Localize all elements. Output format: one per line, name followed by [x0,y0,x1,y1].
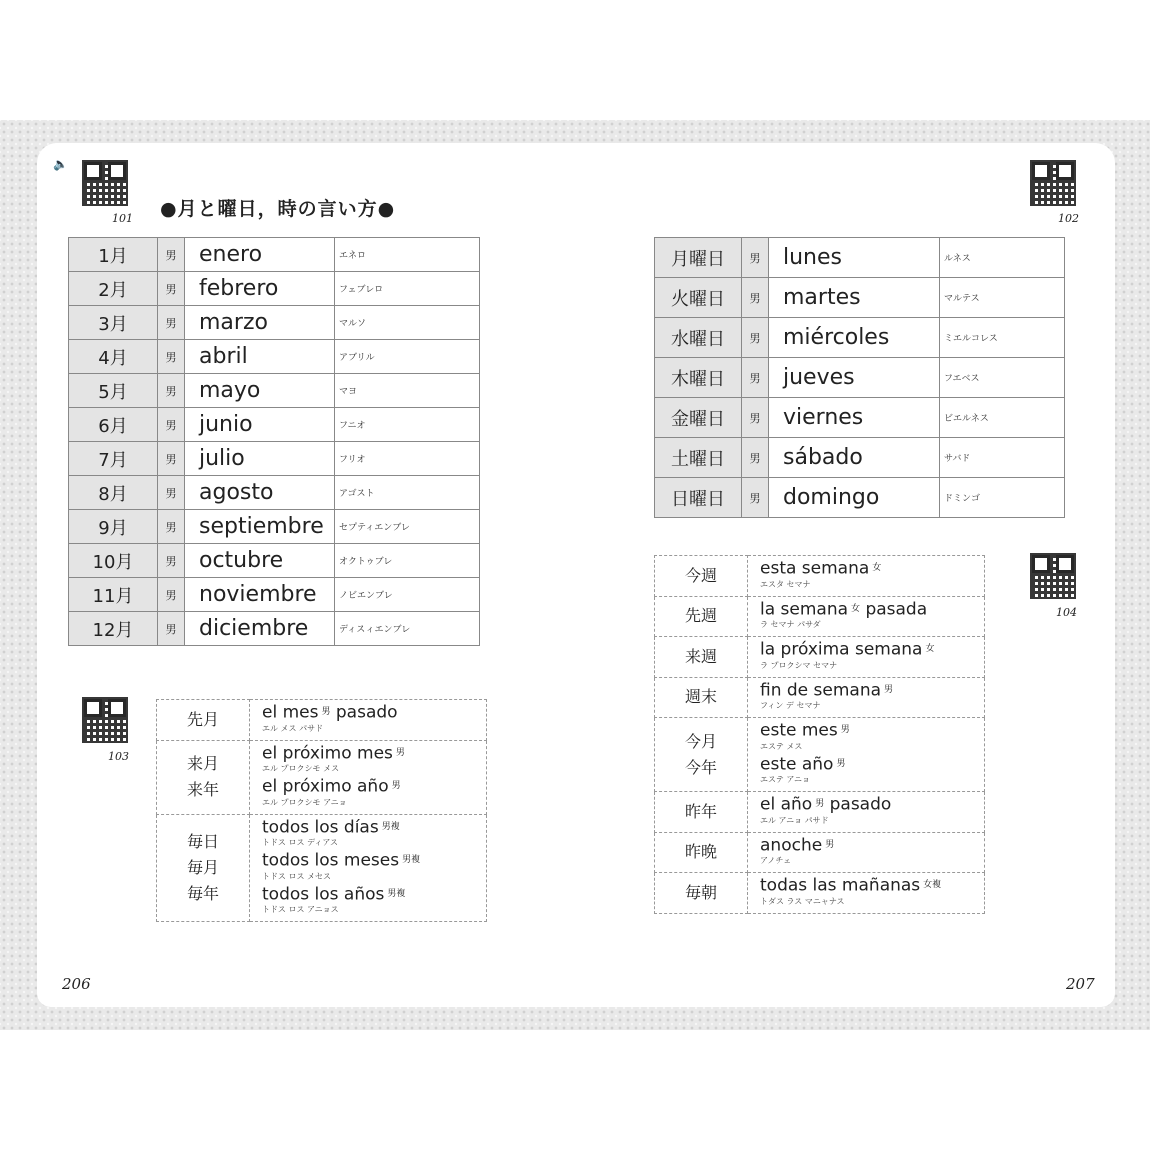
spanish-phrase [262,703,486,723]
gender-mark-icon: 男 [158,476,185,510]
table-row [69,510,480,544]
japanese-label [655,832,748,873]
katakana-reading: エネロ [335,238,480,272]
table-row [655,832,985,873]
spanish-phrases [250,740,487,814]
qr-code-icon[interactable] [82,160,128,206]
spanish-phrase [262,851,486,871]
gender-mark-icon: 女 [872,563,882,573]
katakana-reading: エステ メス [760,741,803,751]
katakana-reading: エル アニョ パサド [760,815,829,825]
gender-mark-icon: 男 [840,725,850,735]
months-table [68,237,480,646]
table-row [655,238,1065,278]
japanese-label: 金曜日 [655,398,742,438]
phrase-text: anoche [760,835,823,855]
spanish-word: octubre [185,544,335,578]
katakana-reading: ディスィエンブレ [335,612,480,646]
japanese-word: 今月 [684,731,717,751]
katakana-reading: サバド [940,438,1065,478]
spanish-word: jueves [769,358,940,398]
phrase-text: el año [760,794,813,815]
phrase-text: todas las mañanas [760,875,921,896]
table-row [655,278,1065,318]
spanish-word: sábado [769,438,940,478]
japanese-label [157,814,250,922]
phrase-text: el próximo mes [262,743,393,763]
katakana-reading: マルソ [335,306,480,340]
phrase-text: este año [760,754,834,774]
gender-mark-icon: 女複 [923,880,942,890]
qr-code-icon[interactable] [1030,160,1076,206]
spanish-phrases [250,814,487,922]
gender-mark-icon: 男 [742,238,769,278]
japanese-label: 1月 [69,238,158,272]
table-row [69,578,480,612]
japanese-word: 今年 [684,757,717,777]
japanese-label: 11月 [69,578,158,612]
table-row [157,740,487,814]
spanish-phrase [760,559,984,579]
spanish-word: lunes [769,238,940,278]
katakana-reading: フィン デ セマナ [760,701,821,710]
japanese-word: 先週 [684,606,717,626]
japanese-word: 昨晩 [684,842,717,862]
table-row [69,272,480,306]
spanish-word: junio [185,408,335,442]
spanish-phrase [760,600,984,620]
phrase-tail: pasada [865,599,928,619]
japanese-label [655,792,748,833]
table-row [655,718,985,792]
phrase-text: fin de semana [760,680,882,700]
spanish-phrase [760,755,984,775]
spanish-phrases [748,792,985,833]
phrase-text: la próxima semana [760,639,923,660]
katakana-reading: セプティエンブレ [335,510,480,544]
katakana-reading: エステ アニョ [760,775,810,784]
gender-mark-icon: 男 [158,510,185,544]
japanese-label [655,556,748,597]
japanese-label: 8月 [69,476,158,510]
japanese-label: 2月 [69,272,158,306]
spanish-phrase [760,640,984,660]
japanese-word: 昨年 [684,801,717,821]
spanish-word: julio [185,442,335,476]
katakana-reading: ドミンゴ [940,478,1065,518]
right-phrase-table [654,555,985,914]
gender-mark-icon: 男 [742,318,769,358]
gender-mark-icon: 男複 [381,821,400,832]
spanish-phrases [748,556,985,597]
phrase-text: todos los días [262,817,379,837]
gender-mark-icon: 男 [158,578,185,612]
japanese-label: 土曜日 [655,438,742,478]
table-row [655,596,985,637]
katakana-reading: トドス ロス メセス [262,871,332,881]
spanish-phrase [760,721,984,741]
qr-code-icon[interactable] [82,697,128,743]
gender-mark-icon: 男 [158,442,185,476]
gender-mark-icon: 女 [851,603,861,614]
table-row [655,358,1065,398]
gender-mark-icon: 男 [321,707,331,717]
phrase-text: el mes [262,702,319,723]
spanish-word: abril [185,340,335,374]
katakana-reading: フリオ [335,442,480,476]
gender-mark-icon: 男 [742,478,769,518]
phrase-text: todos los años [262,884,385,904]
table-row [655,637,985,678]
gender-mark-icon: 男複 [387,888,406,899]
left-phrase-table [156,699,487,922]
katakana-reading: オクトゥブレ [335,544,480,578]
qr-number: 103 [108,750,129,763]
japanese-label [655,637,748,678]
japanese-word: 来月 [186,754,219,773]
gender-mark-icon: 男 [158,408,185,442]
katakana-reading: ラ セマナ パサダ [760,620,821,629]
spanish-phrases [250,700,487,741]
phrase-text: este mes [760,720,838,741]
spanish-word: agosto [185,476,335,510]
katakana-reading: トドス ロス ディアス [262,838,339,847]
gender-mark-icon: 男 [742,358,769,398]
gender-mark-icon: 男 [742,398,769,438]
spanish-phrases [748,718,985,792]
katakana-reading: エル プロクシモ アニョ [262,797,347,807]
japanese-label [655,873,748,914]
qr-number: 104 [1056,606,1077,619]
gender-mark-icon: 男 [742,438,769,478]
gender-mark-icon: 男 [395,747,405,758]
spanish-phrase [262,744,486,764]
spanish-word: enero [185,238,335,272]
japanese-label: 水曜日 [655,318,742,358]
table-row [157,814,487,922]
japanese-word: 週末 [684,687,717,707]
table-row [655,556,985,597]
page-number-right: 207 [1066,975,1095,993]
japanese-label: 10月 [69,544,158,578]
phrase-text: el próximo año [262,776,389,797]
japanese-label: 12月 [69,612,158,646]
japanese-word: 来週 [684,646,717,666]
japanese-label: 6月 [69,408,158,442]
spanish-phrase [262,885,486,905]
gender-mark-icon: 男 [836,758,846,769]
japanese-label: 7月 [69,442,158,476]
table-row [69,238,480,272]
japanese-label: 火曜日 [655,278,742,318]
japanese-label: 9月 [69,510,158,544]
katakana-reading: フエベス [940,358,1065,398]
katakana-reading: ラ プロクシマ セマナ [760,660,838,670]
spanish-phrases [748,596,985,637]
spanish-word: marzo [185,306,335,340]
table-row [69,306,480,340]
japanese-word: 毎日 [186,831,219,851]
qr-number: 101 [112,212,133,225]
spanish-word: miércoles [769,318,940,358]
japanese-label [157,700,250,741]
spanish-phrase [262,818,486,838]
table-row [655,318,1065,358]
gender-mark-icon: 男 [158,238,185,272]
japanese-word: 毎月 [186,857,219,877]
phrase-text: todos los meses [262,850,400,871]
japanese-word: 来年 [186,780,219,799]
spanish-phrase [760,795,984,815]
japanese-label: 5月 [69,374,158,408]
phrase-text: esta semana [760,558,870,579]
phrase-text: la semana [760,599,849,619]
page-number-left: 206 [62,975,91,993]
spanish-word: martes [769,278,940,318]
japanese-label [655,718,748,792]
katakana-reading: ノビエンブレ [335,578,480,612]
spanish-phrases [748,832,985,873]
katakana-reading: アブリル [335,340,480,374]
japanese-label: 3月 [69,306,158,340]
japanese-label: 4月 [69,340,158,374]
katakana-reading: エスタ セマナ [760,579,811,589]
table-row [69,442,480,476]
katakana-reading: アゴスト [335,476,480,510]
spanish-word: septiembre [185,510,335,544]
table-row [69,340,480,374]
qr-code-icon[interactable] [1030,553,1076,599]
japanese-label: 月曜日 [655,238,742,278]
japanese-label [655,596,748,637]
phrase-tail: pasado [829,794,892,815]
katakana-reading: エル メス パサド [262,723,324,733]
katakana-reading: フェブレロ [335,272,480,306]
gender-mark-icon: 女 [925,644,935,654]
gender-mark-icon: 男 [742,278,769,318]
spanish-phrases [748,637,985,678]
spanish-word: noviembre [185,578,335,612]
spanish-word: mayo [185,374,335,408]
gender-mark-icon: 男 [158,374,185,408]
table-row [157,700,487,741]
katakana-reading: トダス ラス マニャナス [760,896,845,906]
gender-mark-icon: 男 [158,272,185,306]
katakana-reading: ミエルコレス [940,318,1065,358]
table-row [655,478,1065,518]
phrase-tail: pasado [335,702,398,723]
katakana-reading: マヨ [335,374,480,408]
speaker-icon[interactable]: 🔈 [53,157,68,171]
japanese-label [655,677,748,718]
gender-mark-icon: 男 [158,306,185,340]
spanish-phrase [760,836,984,856]
katakana-reading: ルネス [940,238,1065,278]
spanish-phrase [760,681,984,701]
katakana-reading: アノチェ [760,856,792,865]
spanish-phrases [748,873,985,914]
japanese-word: 毎年 [186,883,219,903]
gender-mark-icon: 男複 [402,855,421,865]
gender-mark-icon: 男 [158,340,185,374]
weekdays-table [654,237,1065,518]
spanish-word: febrero [185,272,335,306]
japanese-label [157,740,250,814]
table-row [69,476,480,510]
gender-mark-icon: 男 [815,799,825,809]
table-row [655,677,985,718]
spanish-phrase [760,876,984,896]
table-row [69,612,480,646]
spanish-word: domingo [769,478,940,518]
japanese-word: 毎朝 [684,882,717,902]
katakana-reading: マルテス [940,278,1065,318]
table-row [655,398,1065,438]
table-row [655,873,985,914]
japanese-label: 木曜日 [655,358,742,398]
spanish-word: viernes [769,398,940,438]
katakana-reading: フニオ [335,408,480,442]
gender-mark-icon: 男 [884,684,894,695]
japanese-word: 今週 [684,565,717,585]
table-row [655,438,1065,478]
section-title: ●月と曜日，時の言い方● [160,198,396,220]
gender-mark-icon: 男 [158,544,185,578]
japanese-label: 日曜日 [655,478,742,518]
katakana-reading: エル プロクシモ メス [262,764,340,773]
table-row [69,544,480,578]
katakana-reading: トドス ロス アニョス [262,905,339,914]
spanish-word: diciembre [185,612,335,646]
spanish-phrase [262,777,486,797]
japanese-word: 先月 [186,709,219,729]
table-row [69,374,480,408]
gender-mark-icon: 男 [391,781,401,791]
table-row [655,792,985,833]
gender-mark-icon: 男 [825,839,835,850]
qr-number: 102 [1058,212,1079,225]
spanish-phrases [748,677,985,718]
table-row [69,408,480,442]
katakana-reading: ビエルネス [940,398,1065,438]
gender-mark-icon: 男 [158,612,185,646]
